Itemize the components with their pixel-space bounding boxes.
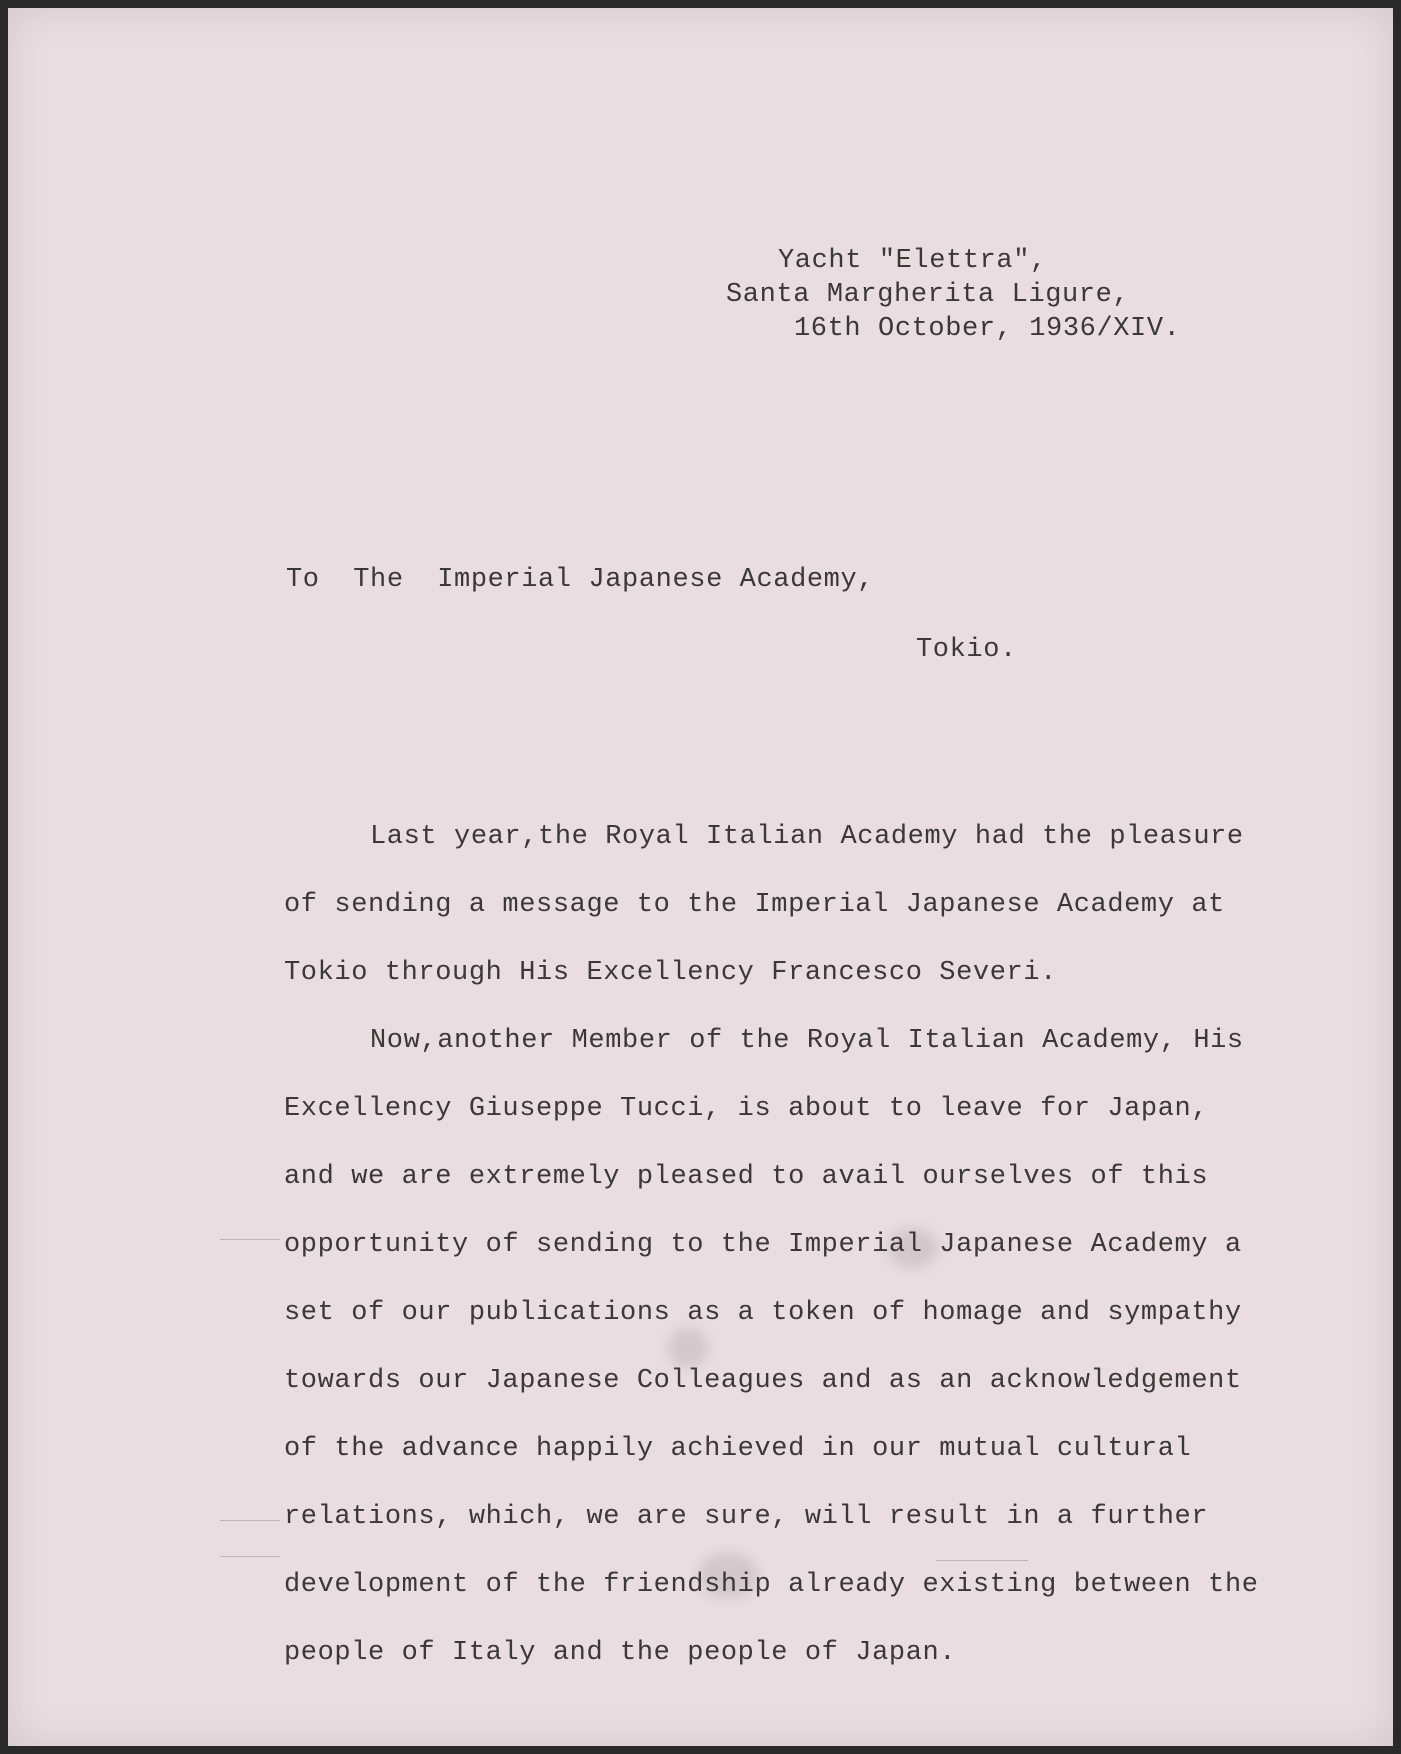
margin-mark	[220, 1556, 280, 1557]
margin-mark	[220, 1520, 280, 1521]
margin-mark	[220, 1239, 280, 1240]
header-date: 16th October, 1936/XIV.	[794, 314, 1181, 344]
address-recipient: To The Imperial Japanese Academy,	[286, 565, 875, 595]
body-line: towards our Japanese Colleagues and as an acknowledgement	[284, 1366, 1242, 1396]
header-vessel: Yacht "Elettra",	[778, 246, 1047, 276]
body-line: relations, which, we are sure, will result in a further	[284, 1502, 1209, 1532]
ink-smudge	[668, 1328, 708, 1368]
body-line: Tokio through His Excellency Francesco Severi.	[284, 958, 1057, 988]
body-line: and we are extremely pleased to avail ourselves of this	[284, 1162, 1209, 1192]
body-line: of sending a message to the Imperial Japanese Academy at	[284, 890, 1225, 920]
header-location: Santa Margherita Ligure,	[726, 280, 1130, 310]
body-line: set of our publications as a token of homage and sympathy	[284, 1298, 1242, 1328]
margin-mark	[936, 1560, 1028, 1561]
body-line: Last year,the Royal Italian Academy had the pleasure	[370, 822, 1244, 852]
body-line: opportunity of sending to the Imperial Japanese Academy a	[284, 1230, 1242, 1260]
body-line: Excellency Giuseppe Tucci, is about to leave for Japan,	[284, 1094, 1209, 1124]
letter-sheet	[8, 8, 1393, 1746]
body-line: people of Italy and the people of Japan.	[284, 1638, 957, 1668]
body-line: of the advance happily achieved in our mutual cultural	[284, 1434, 1192, 1464]
body-line: development of the friendship already existing between the	[284, 1570, 1259, 1600]
body-line: Now,another Member of the Royal Italian Academy, His	[370, 1026, 1244, 1056]
address-city: Tokio.	[916, 635, 1017, 665]
